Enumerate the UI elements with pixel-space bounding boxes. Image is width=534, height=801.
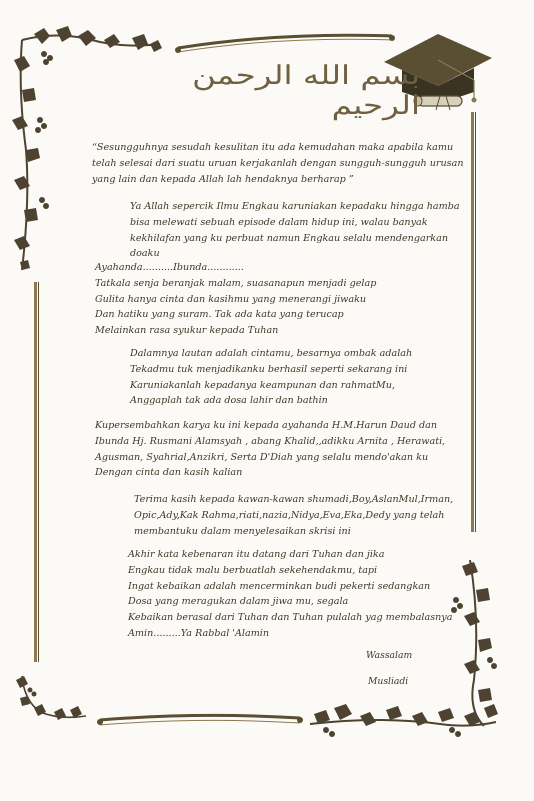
poem-line: Ayahanda..........Ibunda............	[95, 262, 244, 273]
poem-stanza-1	[95, 260, 376, 339]
sign-off: Wassalam	[366, 650, 413, 661]
diploma-scroll-icon	[414, 96, 462, 110]
thanks-line: Opic,Ady,Kak Rahma,riati,nazia,Nidya,Eva,Eka,Dedy yang telah	[134, 509, 445, 521]
dedication-line: Dengan cinta dan kasih kalian	[95, 467, 243, 479]
author-name: Musliadi	[368, 676, 409, 687]
poem-line: Gulita hanya cinta dan kasihmu yang menerangi jiwaku	[95, 293, 367, 305]
bottom-left-vine-icon	[16, 676, 86, 720]
prayer-line: bisa melewati sebuah episode dalam hidup ini, walau banyak	[130, 216, 428, 228]
thanks-line: Terima kasih kepada kawan-kawan shumadi,Boy,AslanMul,Irman,	[134, 494, 454, 505]
right-border-bar	[471, 112, 476, 532]
basmala-calligraphy: بسم الله الرحمن الرحيم	[192, 61, 420, 121]
thanks-line: membantuku dalam menyelesaikan skrisi ini	[134, 525, 351, 537]
quote-line: “Sesungguhnya sesudah kesulitan itu ada kemudahan maka apabila kamu	[92, 142, 454, 153]
prayer-line: doaku	[130, 248, 160, 260]
left-border-bar	[34, 282, 39, 662]
thanks-paragraph	[134, 492, 453, 539]
closing-line: Engkau tidak malu berbuatlah sekehendakmu, tapi	[128, 564, 378, 576]
closing-line: Ingat kebaikan adalah mencerminkan budi pekerti sedangkan	[128, 580, 431, 592]
top-scroll-ornament	[175, 35, 395, 53]
quote-line: yang lain dan kepada Allah lah hendaknya berharap ”	[92, 173, 354, 185]
dedication-paragraph	[95, 418, 445, 481]
closing-line: Akhir kata kebenaran itu datang dari Tuhan dan jika	[128, 549, 385, 560]
closing-line: Amin.........Ya Rabbal 'Alamin	[128, 627, 270, 639]
closing-paragraph	[128, 547, 452, 642]
dedication-line: Agusman, Syahrial,Anzikri, Serta D'Diah yang selalu mendo'akan ku	[95, 451, 429, 463]
closing-line: Dosa yang meragukan dalam jiwa mu, segala	[128, 596, 349, 608]
poem-line: Melainkan rasa syukur kepada Tuhan	[95, 325, 279, 337]
poem-line: Karuniakanlah kepadanya keampunan dan rahmatMu,	[130, 379, 395, 391]
poem-stanza-2	[130, 346, 412, 409]
bottom-right-vine-icon	[310, 704, 498, 737]
poem-line: Anggaplah tak ada dosa lahir dan bathin	[130, 395, 328, 407]
poem-line: Tekadmu tuk menjadikanku berhasil seperti sekarang ini	[130, 363, 408, 375]
quote-line: telah selesai dari suatu uruan kerjakanlah dengan sungguh-sungguh urusan	[92, 157, 464, 169]
closing-line: Kebaikan berasal dari Tuhan dan Tuhan pulalah yag membalasnya	[128, 612, 453, 624]
prayer-paragraph	[130, 199, 460, 262]
bottom-scroll-ornament	[97, 715, 303, 725]
poem-line: Tatkala senja beranjak malam, suasanapun menjadi gelap	[95, 277, 377, 289]
poem-line: Dan hatiku yang suram. Tak ada kata yang terucap	[95, 309, 344, 321]
right-vine-icon	[451, 560, 497, 726]
dedication-line: Kupersembahkan karya ku ini kepada ayahanda H.M.Harun Daud dan	[95, 420, 438, 431]
prayer-line: Ya Allah sepercik Ilmu Engkau karuniakan kepadaku hingga hamba	[130, 201, 460, 212]
dedication-line: Ibunda Hj. Rusmani Alamsyah , abang Khalid,,adikku Arnita , Herawati,	[95, 435, 446, 447]
opening-quote	[92, 140, 464, 187]
prayer-line: kekhilafan yang ku perbuat namun Engkau selalu mendengarkan	[130, 232, 449, 244]
poem-line: Dalamnya lautan adalah cintamu, besarnya ombak adalah	[130, 348, 413, 359]
